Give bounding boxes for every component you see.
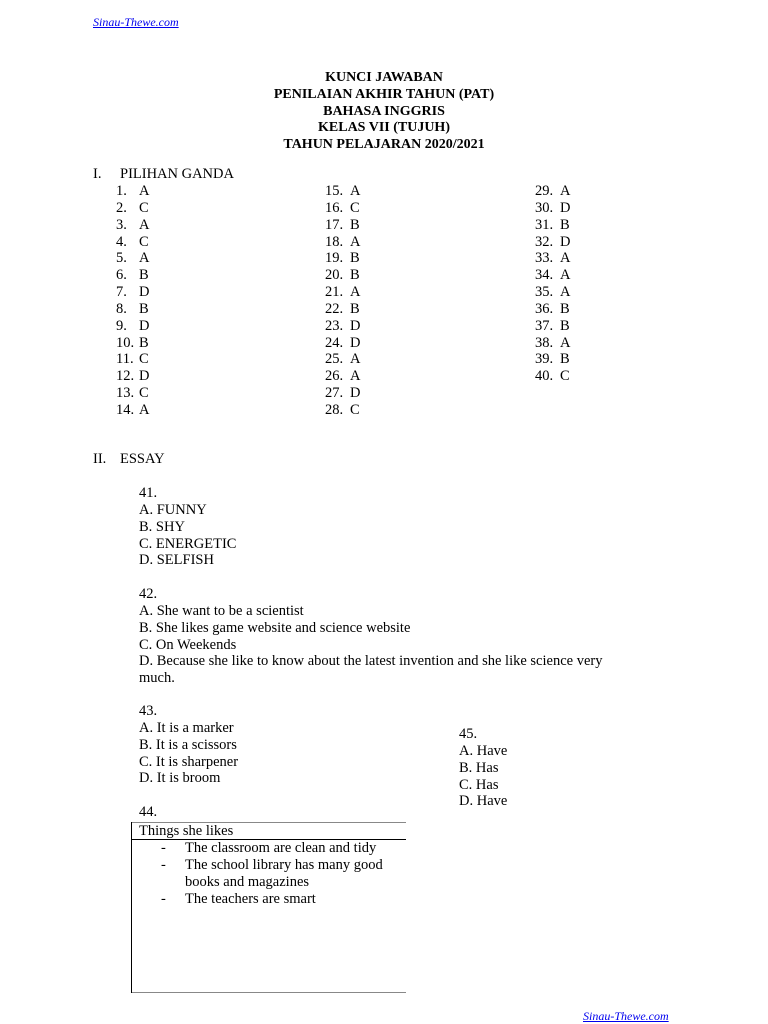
- answer-letter: C: [139, 351, 149, 368]
- essay-question-45: [459, 726, 507, 810]
- list-item: [157, 840, 402, 857]
- answer-number: 35.: [535, 284, 554, 301]
- answer-number: 13.: [116, 385, 135, 402]
- answer-row: [535, 301, 570, 318]
- footer-website-link[interactable]: Sinau-Thewe.com: [583, 1009, 669, 1023]
- answer-row: [325, 234, 360, 251]
- answer-c: C. Has: [459, 776, 499, 793]
- answer-letter: B: [350, 267, 360, 284]
- things-she-likes-table: [131, 822, 406, 992]
- answer-d: D. It is broom: [139, 770, 221, 787]
- answer-number: 23.: [325, 317, 344, 334]
- answer-number: 28.: [325, 401, 344, 418]
- answer-b: B. It is a scissors: [139, 736, 237, 753]
- answer-row: [116, 284, 149, 301]
- answer-row: [325, 267, 360, 284]
- answer-row: [535, 183, 570, 200]
- answer-number: 3.: [116, 216, 127, 233]
- answer-row: [325, 402, 360, 419]
- answer-letter: D: [139, 368, 150, 385]
- answer-row: [325, 284, 360, 301]
- answer-letter: A: [139, 183, 150, 199]
- answer-row: [325, 318, 360, 335]
- answer-letter: B: [139, 334, 149, 351]
- section-essay-heading: [93, 451, 165, 468]
- answer-number: 22.: [325, 300, 344, 317]
- answer-number: 12.: [116, 368, 135, 385]
- answer-c: C. ENERGETIC: [139, 535, 237, 552]
- answer-number: 14.: [116, 401, 135, 418]
- answer-letter: A: [350, 351, 361, 368]
- answer-letter: B: [560, 317, 570, 334]
- answer-row: [325, 351, 360, 368]
- answer-row: [325, 385, 360, 402]
- answer-letter: B: [139, 267, 149, 284]
- answer-number: 40.: [535, 368, 554, 385]
- essay-question-41: [139, 485, 236, 569]
- answer-row: [535, 351, 570, 368]
- answer-letter: A: [560, 334, 571, 351]
- answer-number: 33.: [535, 250, 554, 267]
- answer-row: [116, 335, 149, 352]
- answer-number: 21.: [325, 284, 344, 301]
- answer-number: 6.: [116, 267, 127, 284]
- question-number: 45.: [459, 726, 478, 742]
- answer-row: [535, 200, 570, 217]
- answer-row: [535, 217, 570, 234]
- answer-letter: B: [350, 300, 360, 317]
- answer-number: 1.: [116, 183, 127, 199]
- answer-letter: D: [560, 233, 571, 250]
- answer-row: [535, 368, 570, 385]
- list-item-text: The school library has many good books and magazines: [185, 856, 383, 890]
- answer-letter: D: [350, 317, 361, 334]
- answer-letter: B: [560, 216, 570, 233]
- answer-letter: A: [139, 216, 150, 233]
- answer-number: 25.: [325, 351, 344, 368]
- answer-number: 36.: [535, 300, 554, 317]
- document-title: [0, 70, 768, 154]
- table-list: [157, 840, 402, 907]
- essay-question-44-number: 44.: [139, 804, 158, 820]
- answer-letter: B: [139, 300, 149, 317]
- answer-number: 15.: [325, 183, 344, 199]
- list-item-text: The teachers are smart: [185, 890, 316, 907]
- answer-letter: A: [350, 284, 361, 301]
- answer-letter: A: [139, 250, 150, 267]
- title-line-1: KUNCI JAWABAN: [325, 70, 443, 85]
- list-item: [157, 857, 402, 891]
- answer-letter: C: [139, 233, 149, 250]
- list-item: [157, 891, 402, 908]
- answer-letter: D: [139, 317, 150, 334]
- answer-number: 9.: [116, 317, 127, 334]
- answer-column-2: [325, 183, 360, 419]
- answer-row: [325, 183, 360, 200]
- answer-a: A. FUNNY: [139, 501, 207, 518]
- answer-letter: D: [139, 284, 150, 301]
- answer-number: 27.: [325, 385, 344, 402]
- answer-letter: B: [560, 351, 570, 368]
- answer-number: 31.: [535, 216, 554, 233]
- answer-row: [116, 301, 149, 318]
- answer-number: 2.: [116, 199, 127, 216]
- answer-column-3: [535, 183, 570, 385]
- title-line-4: KELAS VII (TUJUH): [318, 120, 450, 136]
- answer-letter: A: [350, 368, 361, 385]
- answer-letter: B: [350, 216, 360, 233]
- answer-number: 26.: [325, 368, 344, 385]
- answer-row: [116, 318, 149, 335]
- answer-number: 39.: [535, 351, 554, 368]
- answer-row: [535, 335, 570, 352]
- answer-letter: D: [350, 334, 361, 351]
- answer-row: [535, 284, 570, 301]
- answer-a: A. Have: [459, 742, 508, 759]
- answer-c: C. On Weekends: [139, 636, 237, 653]
- title-line-5: TAHUN PELAJARAN 2020/2021: [283, 137, 485, 153]
- answer-number: 34.: [535, 267, 554, 284]
- answer-row: [535, 250, 570, 267]
- list-item-text: The classroom are clean and tidy: [185, 840, 377, 856]
- answer-number: 18.: [325, 233, 344, 250]
- table-header: Things she likes: [139, 823, 234, 839]
- answer-number: 8.: [116, 300, 127, 317]
- answer-row: [116, 200, 149, 217]
- answer-d-line-2: much.: [139, 670, 175, 687]
- answer-letter: C: [350, 401, 360, 418]
- answer-row: [325, 217, 360, 234]
- list-dash: -: [161, 840, 166, 856]
- answer-row: [535, 234, 570, 251]
- answer-number: 37.: [535, 317, 554, 334]
- answer-letter: A: [139, 401, 150, 418]
- answer-letter: A: [560, 284, 571, 301]
- answer-row: [116, 351, 149, 368]
- answer-number: 24.: [325, 334, 344, 351]
- answer-c: C. It is sharpener: [139, 753, 239, 770]
- answer-row: [325, 200, 360, 217]
- answer-letter: B: [350, 250, 360, 267]
- answer-number: 4.: [116, 233, 127, 250]
- table-left-border: [131, 822, 132, 993]
- answer-number: 20.: [325, 267, 344, 284]
- question-number: 41.: [139, 485, 158, 501]
- section-label: PILIHAN GANDA: [120, 166, 234, 182]
- answer-d-line-1: D. Because she like to know about the latest invention and she like science very: [139, 653, 603, 670]
- title-line-2: PENILAIAN AKHIR TAHUN (PAT): [273, 86, 495, 102]
- answer-number: 29.: [535, 183, 554, 199]
- answer-row: [116, 385, 149, 402]
- answer-row: [116, 250, 149, 267]
- essay-question-43: [139, 703, 238, 787]
- question-number: 42.: [139, 586, 158, 602]
- answer-b: B. She likes game website and science website: [139, 619, 411, 636]
- answer-b: B. Has: [459, 759, 499, 776]
- section-label: ESSAY: [120, 451, 165, 467]
- answer-number: 7.: [116, 284, 127, 301]
- list-dash: -: [161, 856, 166, 873]
- answer-letter: D: [350, 385, 361, 402]
- answer-row: [325, 301, 360, 318]
- answer-letter: A: [350, 233, 361, 250]
- answer-letter: A: [560, 267, 571, 284]
- answer-letter: A: [350, 183, 361, 199]
- section-multiple-choice-heading: [93, 166, 234, 183]
- answer-letter: D: [560, 199, 571, 216]
- answer-number: 30.: [535, 199, 554, 216]
- answer-number: 17.: [325, 216, 344, 233]
- answer-row: [535, 267, 570, 284]
- question-number: 43.: [139, 703, 158, 719]
- answer-row: [535, 318, 570, 335]
- answer-letter: C: [139, 385, 149, 402]
- answer-number: 5.: [116, 250, 127, 267]
- answer-number: 11.: [116, 351, 134, 368]
- answer-number: 32.: [535, 233, 554, 250]
- answer-a: A. It is a marker: [139, 719, 234, 736]
- answer-row: [325, 368, 360, 385]
- answer-letter: B: [560, 300, 570, 317]
- answer-b: B. SHY: [139, 518, 185, 535]
- answer-row: [116, 183, 149, 200]
- answer-d: D. Have: [459, 793, 508, 810]
- answer-row: [325, 335, 360, 352]
- answer-a: A. She want to be a scientist: [139, 602, 304, 619]
- section-number: I.: [93, 166, 102, 182]
- section-number: II.: [93, 451, 107, 467]
- essay-question-42: [139, 586, 602, 687]
- answer-letter: A: [560, 183, 571, 199]
- answer-number: 16.: [325, 199, 344, 216]
- answer-number: 10.: [116, 334, 135, 351]
- title-line-3: BAHASA INGGRIS: [323, 103, 445, 119]
- header-website-link[interactable]: Sinau-Thewe.com: [93, 15, 179, 29]
- answer-number: 38.: [535, 334, 554, 351]
- answer-number: 19.: [325, 250, 344, 267]
- answer-row: [116, 267, 149, 284]
- answer-column-1: [116, 183, 149, 419]
- table-bottom-border: [131, 992, 406, 993]
- answer-letter: C: [139, 199, 149, 216]
- answer-letter: C: [350, 199, 360, 216]
- answer-row: [116, 402, 149, 419]
- answer-letter: C: [560, 368, 570, 385]
- answer-d: D. SELFISH: [139, 552, 214, 569]
- list-dash: -: [161, 890, 166, 907]
- answer-letter: A: [560, 250, 571, 267]
- answer-row: [116, 368, 149, 385]
- answer-row: [116, 234, 149, 251]
- answer-row: [325, 250, 360, 267]
- answer-row: [116, 217, 149, 234]
